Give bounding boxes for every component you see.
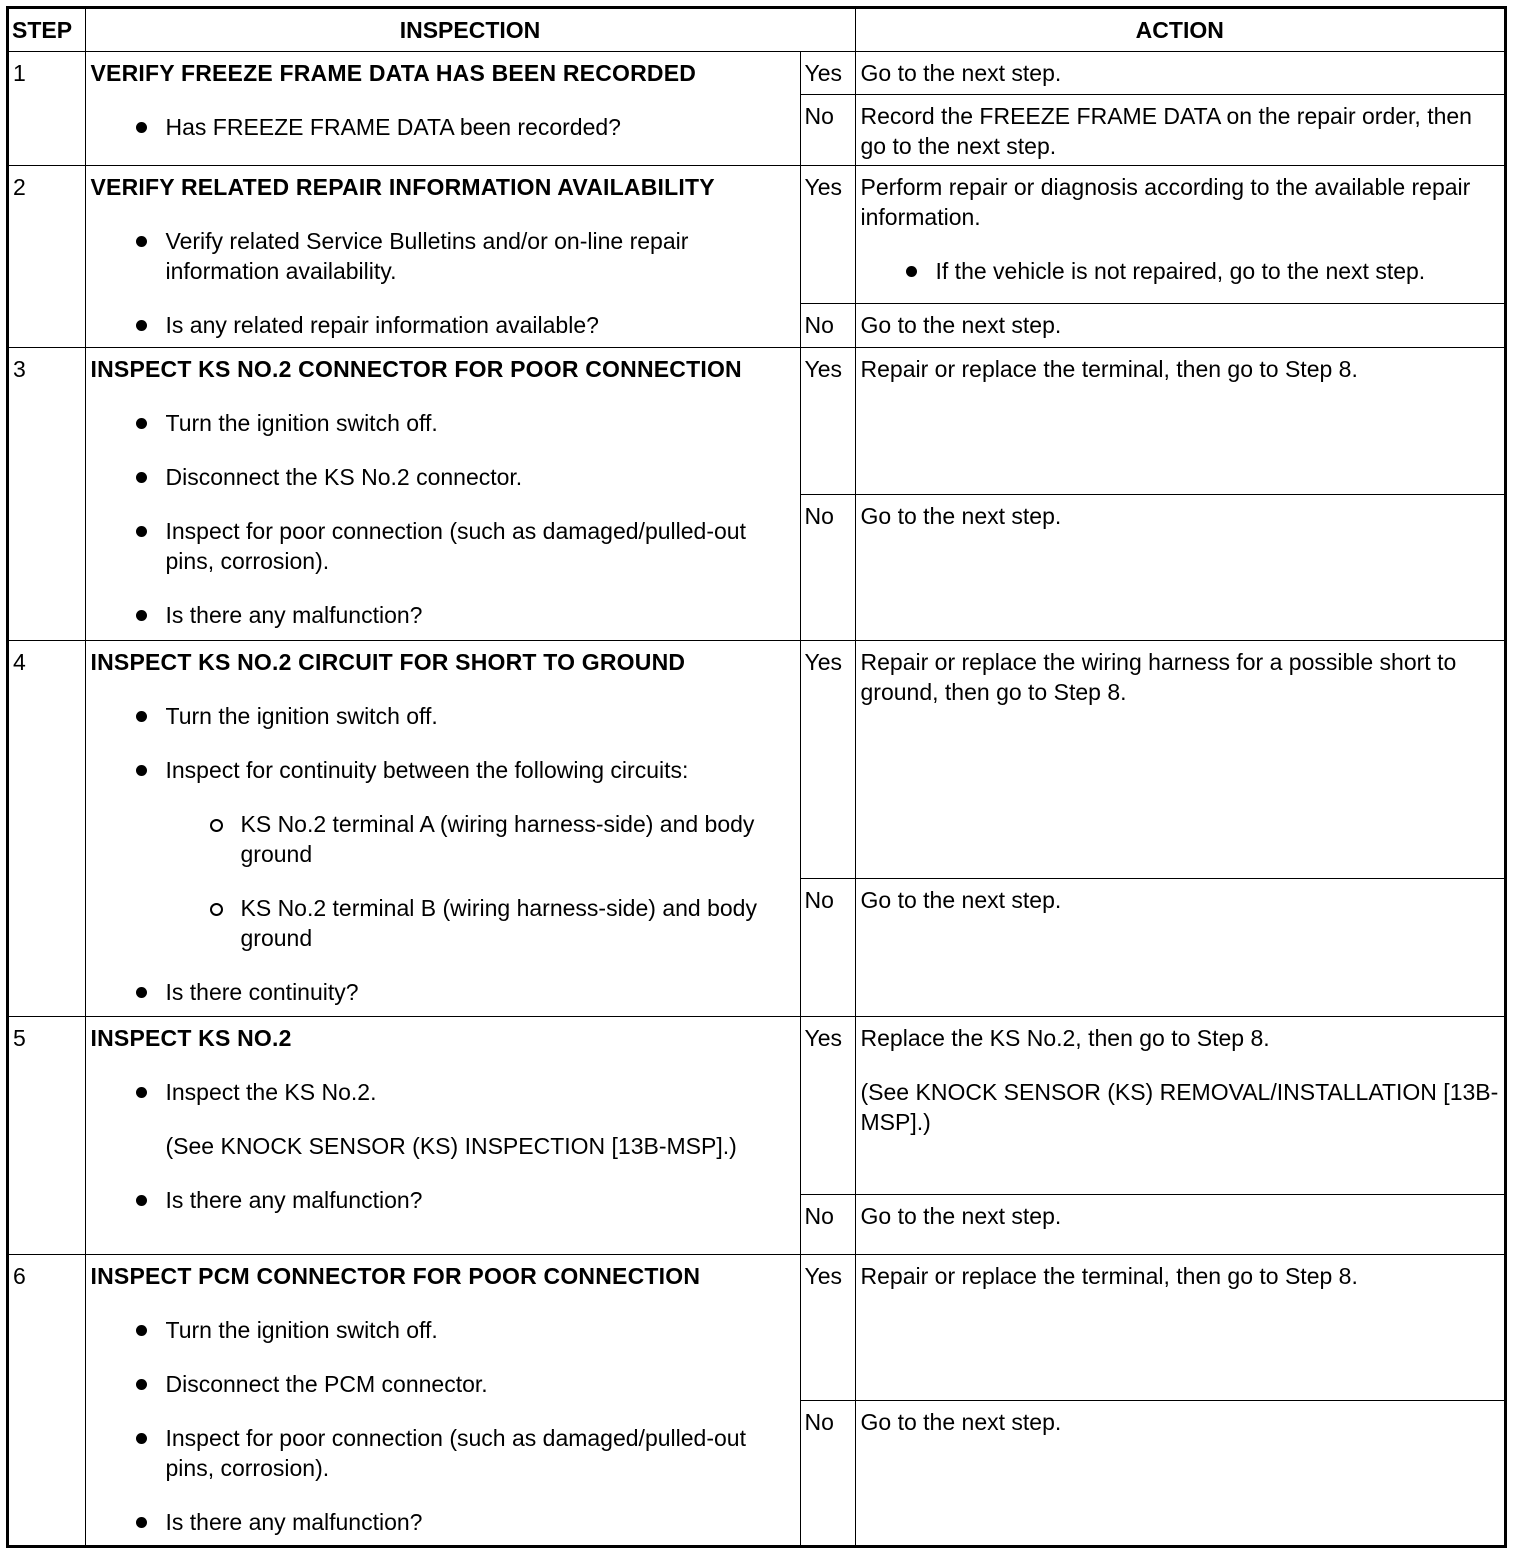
yes-action — [855, 165, 1504, 303]
no-label: No — [800, 1194, 855, 1254]
step-row — [9, 165, 1504, 303]
step-title: INSPECT KS NO.2 CIRCUIT FOR SHORT TO GROUND — [90, 648, 686, 675]
no-action: Go to the next step. — [855, 878, 1504, 1016]
yes-label: Yes — [800, 51, 855, 94]
inspection-cell — [85, 165, 800, 347]
yes-label: Yes — [800, 347, 855, 494]
bullet-dot-icon — [136, 1087, 147, 1098]
step-row — [9, 51, 1504, 94]
step-header: STEP — [9, 9, 85, 51]
bullet-dot-icon — [136, 711, 147, 722]
yes-action: Repair or replace the terminal, then go to Step 8. — [855, 1254, 1504, 1400]
yes-label: Yes — [800, 640, 855, 878]
yes-action-text: Perform repair or diagnosis according to the available repair information. — [860, 173, 1471, 230]
reference-note: (See KNOCK SENSOR (KS) REMOVAL/INSTALLATION [13B-MSP].) — [860, 1078, 1499, 1135]
no-action: Go to the next step. — [855, 303, 1504, 347]
inspection-cell — [85, 51, 800, 165]
yes-label: Yes — [800, 1254, 855, 1400]
bullet-dot-icon — [136, 122, 147, 133]
action-bullet-item: If the vehicle is not repaired, go to the next step. — [861, 256, 1500, 286]
bullet-dot-icon — [136, 472, 147, 483]
step-title: VERIFY RELATED REPAIR INFORMATION AVAILABILITY — [90, 173, 715, 200]
yes-action-text: Replace the KS No.2, then go to Step 8. — [860, 1024, 1270, 1051]
step-title: INSPECT KS NO.2 CONNECTOR FOR POOR CONNECTION — [90, 355, 742, 382]
no-label: No — [800, 94, 855, 165]
header-row — [9, 9, 1504, 51]
step-number: 3 — [9, 347, 85, 640]
step-row — [9, 1254, 1504, 1400]
step-title: VERIFY FREEZE FRAME DATA HAS BEEN RECORDED — [90, 59, 697, 86]
bullet-dot-icon — [136, 765, 147, 776]
no-label: No — [800, 494, 855, 640]
step-number: 1 — [9, 51, 85, 165]
step-number: 5 — [9, 1016, 85, 1254]
inspection-cell — [85, 1254, 800, 1545]
yes-action: Go to the next step. — [855, 51, 1504, 94]
no-action: Go to the next step. — [855, 1400, 1504, 1545]
no-label: No — [800, 303, 855, 347]
hollow-circle-icon — [210, 903, 223, 916]
bullet-item: Turn the ignition switch off. — [91, 1315, 795, 1345]
bullet-dot-icon — [136, 526, 147, 537]
bullet-item: Is there any malfunction? — [91, 1185, 795, 1215]
bullet-item: Disconnect the PCM connector. — [91, 1369, 795, 1399]
bullet-item: Inspect for poor connection (such as damaged/pulled-out pins, corrosion). — [91, 1423, 795, 1483]
inspection-cell — [85, 640, 800, 1016]
bullet-dot-icon — [136, 1195, 147, 1206]
reference-note: (See KNOCK SENSOR (KS) INSPECTION [13B-MSP].) — [165, 1132, 737, 1159]
inspection-header: INSPECTION — [85, 9, 855, 51]
bullet-item: Inspect the KS No.2. — [91, 1077, 795, 1107]
no-label: No — [800, 1400, 855, 1545]
inspection-cell — [85, 347, 800, 640]
bullet-dot-icon — [136, 1433, 147, 1444]
bullet-item: Is there any malfunction? — [91, 600, 795, 630]
yes-action: Repair or replace the wiring harness for a possible short to ground, then go to Step 8. — [855, 640, 1504, 878]
hollow-circle-icon — [210, 819, 223, 832]
diagnostic-table-frame — [6, 6, 1507, 1548]
bullet-dot-icon — [136, 987, 147, 998]
bullet-dot-icon — [136, 320, 147, 331]
step-row — [9, 347, 1504, 494]
bullet-dot-icon — [136, 1517, 147, 1528]
bullet-item: Disconnect the KS No.2 connector. — [91, 462, 795, 492]
bullet-item: Turn the ignition switch off. — [91, 408, 795, 438]
action-header: ACTION — [855, 9, 1504, 51]
step-title: INSPECT KS NO.2 — [90, 1024, 292, 1051]
bullet-item: Inspect for continuity between the following circuits: — [91, 755, 795, 785]
step-title: INSPECT PCM CONNECTOR FOR POOR CONNECTION — [90, 1262, 701, 1289]
no-action: Record the FREEZE FRAME DATA on the repair order, then go to the next step. — [855, 94, 1504, 165]
diagnostic-procedure-table — [9, 9, 1504, 1546]
step-number: 2 — [9, 165, 85, 347]
inspection-cell — [85, 1016, 800, 1254]
step-number: 6 — [9, 1254, 85, 1545]
bullet-dot-icon — [136, 610, 147, 621]
bullet-item: Is there continuity? — [91, 977, 795, 1007]
bullet-item: Is there any malfunction? — [91, 1507, 795, 1537]
bullet-dot-icon — [136, 236, 147, 247]
bullet-item: Inspect for poor connection (such as damaged/pulled-out pins, corrosion). — [91, 516, 795, 576]
step-number: 4 — [9, 640, 85, 1016]
bullet-item: Is any related repair information available? — [91, 310, 795, 340]
yes-label: Yes — [800, 1016, 855, 1194]
no-action: Go to the next step. — [855, 494, 1504, 640]
yes-label: Yes — [800, 165, 855, 303]
bullet-dot-icon — [136, 1379, 147, 1390]
yes-action — [855, 1016, 1504, 1194]
bullet-dot-icon — [136, 1325, 147, 1336]
bullet-dot-icon — [906, 266, 917, 277]
bullet-item: Verify related Service Bulletins and/or on-line repair information availability. — [91, 226, 795, 286]
no-label: No — [800, 878, 855, 1016]
bullet-item: Turn the ignition switch off. — [91, 701, 795, 731]
bullet-dot-icon — [136, 418, 147, 429]
step-row — [9, 1016, 1504, 1194]
step-row — [9, 640, 1504, 878]
sub-bullet-item: KS No.2 terminal A (wiring harness-side) and body ground — [91, 809, 795, 869]
bullet-item: Has FREEZE FRAME DATA been recorded? — [91, 112, 795, 142]
sub-bullet-item: KS No.2 terminal B (wiring harness-side) and body ground — [91, 893, 795, 953]
yes-action: Repair or replace the terminal, then go to Step 8. — [855, 347, 1504, 494]
no-action: Go to the next step. — [855, 1194, 1504, 1254]
